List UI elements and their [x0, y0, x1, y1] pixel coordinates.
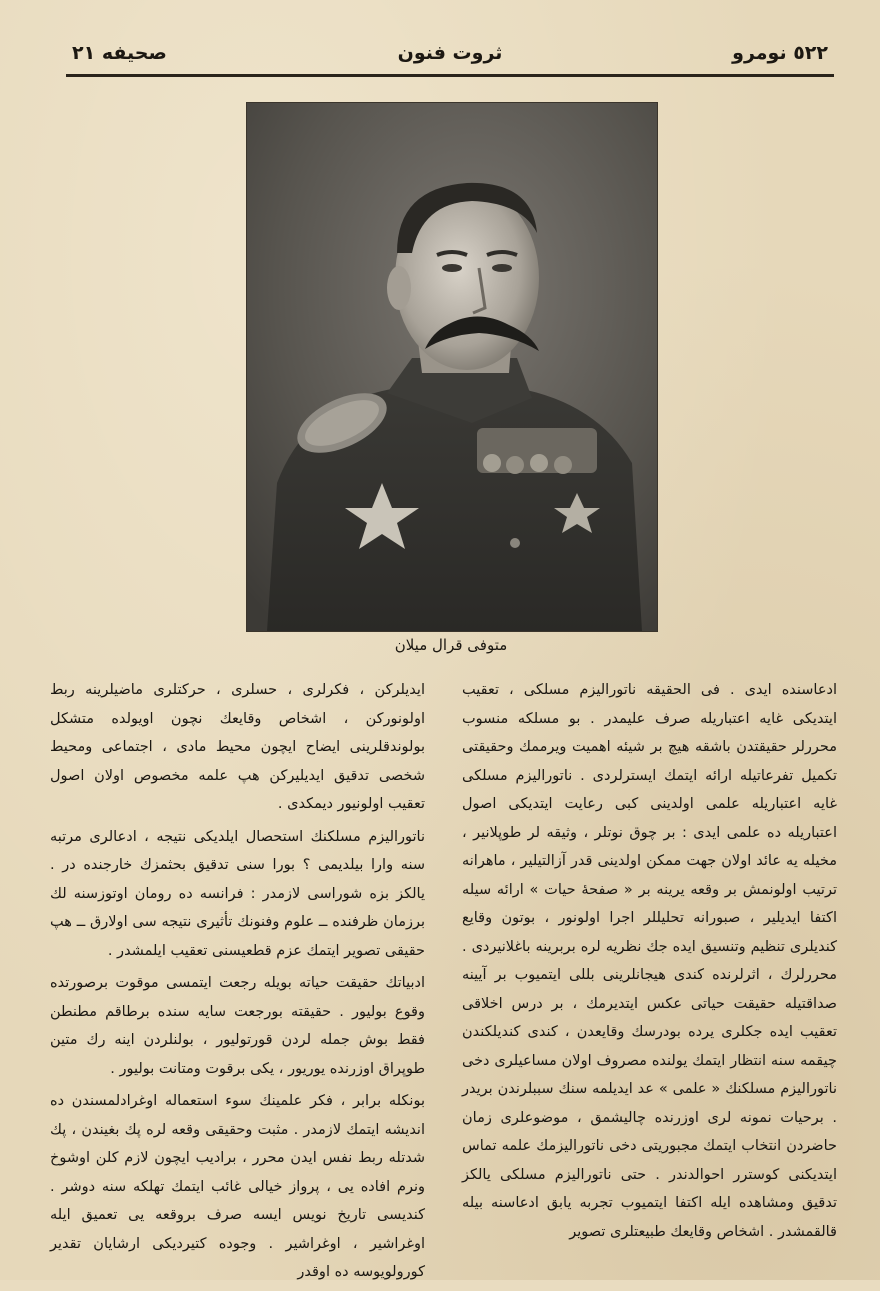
article-column-right	[462, 676, 837, 1250]
paragraph: ادعاسنده ايدى . فى الحقيقه ناتوراليزم مسلكى ، تعقيب ايتديكى غايه اعتباريله صرف عليمدر . بو مسلكه منسوب محررلر حقيقتدن باشقه هيچ بر شيئه اهميت ويرممك وحقيقتى تكميل تفرعاتيله ارائه ايتمك ايسترلردى . ناتوراليزم مسلكى غايه اعتباريله علمى اولدينى كبى رعايت ايتديكى اصول اعتباريله ده علمى ايدى : بر چوق نوتلر ، وثيقه لر طوپلانير ، مخيله يه عائد اولان جهت ممكن اولدينى قدر آزالتيلير ، ماهرانه ترتيب اولونمش بر وقعه يرينه بر « صفحهٔ حيات » ارائه سيله اكتفا ايديلير ، صبورانه تحليللر اجرا اولونور ، بوتون وقايع كنديلرى تنظيم وتنسيق ايده جك نظريه لره بربرينه باغلانيردى . محررلرك ، اثرلرنده كندى هيجانلرينى بللى ايتميوب بر آيينه صداقتيله حقيقت حياتى عكس ايتديرمك ، بر درس اخلاقى تعقيب ايده جكلرى يرده بودرسك وقايعدن ، كندى كنديلكندن چيقمه سنه انتظار ايتمك يولنده مصروف اولان مساعيلرى دخى ناتوراليزم مسلكنك « علمى » عد ايديلمه سنك سببلرندن بريدر . برحيات نمونه لرى اوزرنده چاليشمق ، موضوعلرى زمان حاضردن انتخاب ايتمك مجبوريتى دخى ناتوراليزمك علمه تماس ايتديكنى كوسترر احوالدندر . حتى ناتوراليزم مسلكى يالكز تدقيق ومشاهده ايله اكتفا ايتميوب تجربه يابق ادعاسنه بيله قالقمشدر . اشخاص وقايعك طبيعتلرى تصوير	[462, 682, 837, 1240]
issue-number: ٥٢٢ نومرو	[732, 42, 828, 64]
paragraph: ادبياتك حقيقت حياته بويله رجعت ايتمسى موقوت برصورتده وقوع بوليور . حقيقته بورجعت سايه سنده برطاقم مطنطن فقط بوش جمله لردن قورتوليور ، بولنلردن اينه رك متين طوپراق اوزرنده يوريور ، يكى برقوت ومتانت بوليور .	[50, 975, 425, 1077]
paragraph: بونكله برابر ، فكر علمينك سوء استعماله اوغرادلمسندن ده انديشه ايتمك لازمدر . مثبت وحقيقى وقعه لره پك بغيندن ، پك شدتله ربط نفس ايدن محرر ، براديب ايچون لازم كلن اوشوخ ونرم افاده يى ، پرواز خيالى غائب ايتمك تهلكه سنه دوشر . كنديسى تاريخ نويس ايسه صرف بروقعه يى تعميق ايله اوغراشير ، اوغراشير . وجوده كتيرديكى ارشايان تقدير كورولويوسه ده اوقدر	[50, 1093, 425, 1280]
portrait-drawing	[247, 103, 657, 631]
header-rule	[66, 74, 834, 77]
paragraph: ايديلركن ، فكرلرى ، حسلرى ، حركتلرى ماضيلرينه ربط اولونوركن ، اشخاص وقايعك نچون اويولده متشكل بولوندقلرينى ايضاح ايچون محيط مادى ، اجتماعى ومحيط شخصى تدقيق ايديليركن هپ علمه مخصوص اولان اصول تعقيب اولونيور ديمكدى .	[50, 682, 425, 812]
page-header	[66, 42, 834, 76]
publication-title: ثروت فنون	[397, 42, 503, 64]
paragraph: ناتوراليزم مسلكنك استحصال ايلديكى نتيجه ، ادعالرى مرتبه سنه وارا بيلديمى ؟ بورا سنى تدقيق بحثمزك خارجنده در . يالكز بزه شوراسى لازمدر : فرانسه ده رومان اوتوزسنه لك برزمان ظرفنده ــ علوم وفنونك تأثيرى نتيجه سى اولارق ــ هپ حقيقى تصوير ايتمك عزم قطعيسنى تعقيب ايلمشدر .	[50, 828, 425, 959]
portrait-photo	[246, 102, 658, 632]
portrait-caption: متوفى قرال ميلان	[394, 636, 508, 654]
article-column-left	[50, 676, 425, 1291]
page-number: صحيفه ٢١	[72, 42, 167, 64]
